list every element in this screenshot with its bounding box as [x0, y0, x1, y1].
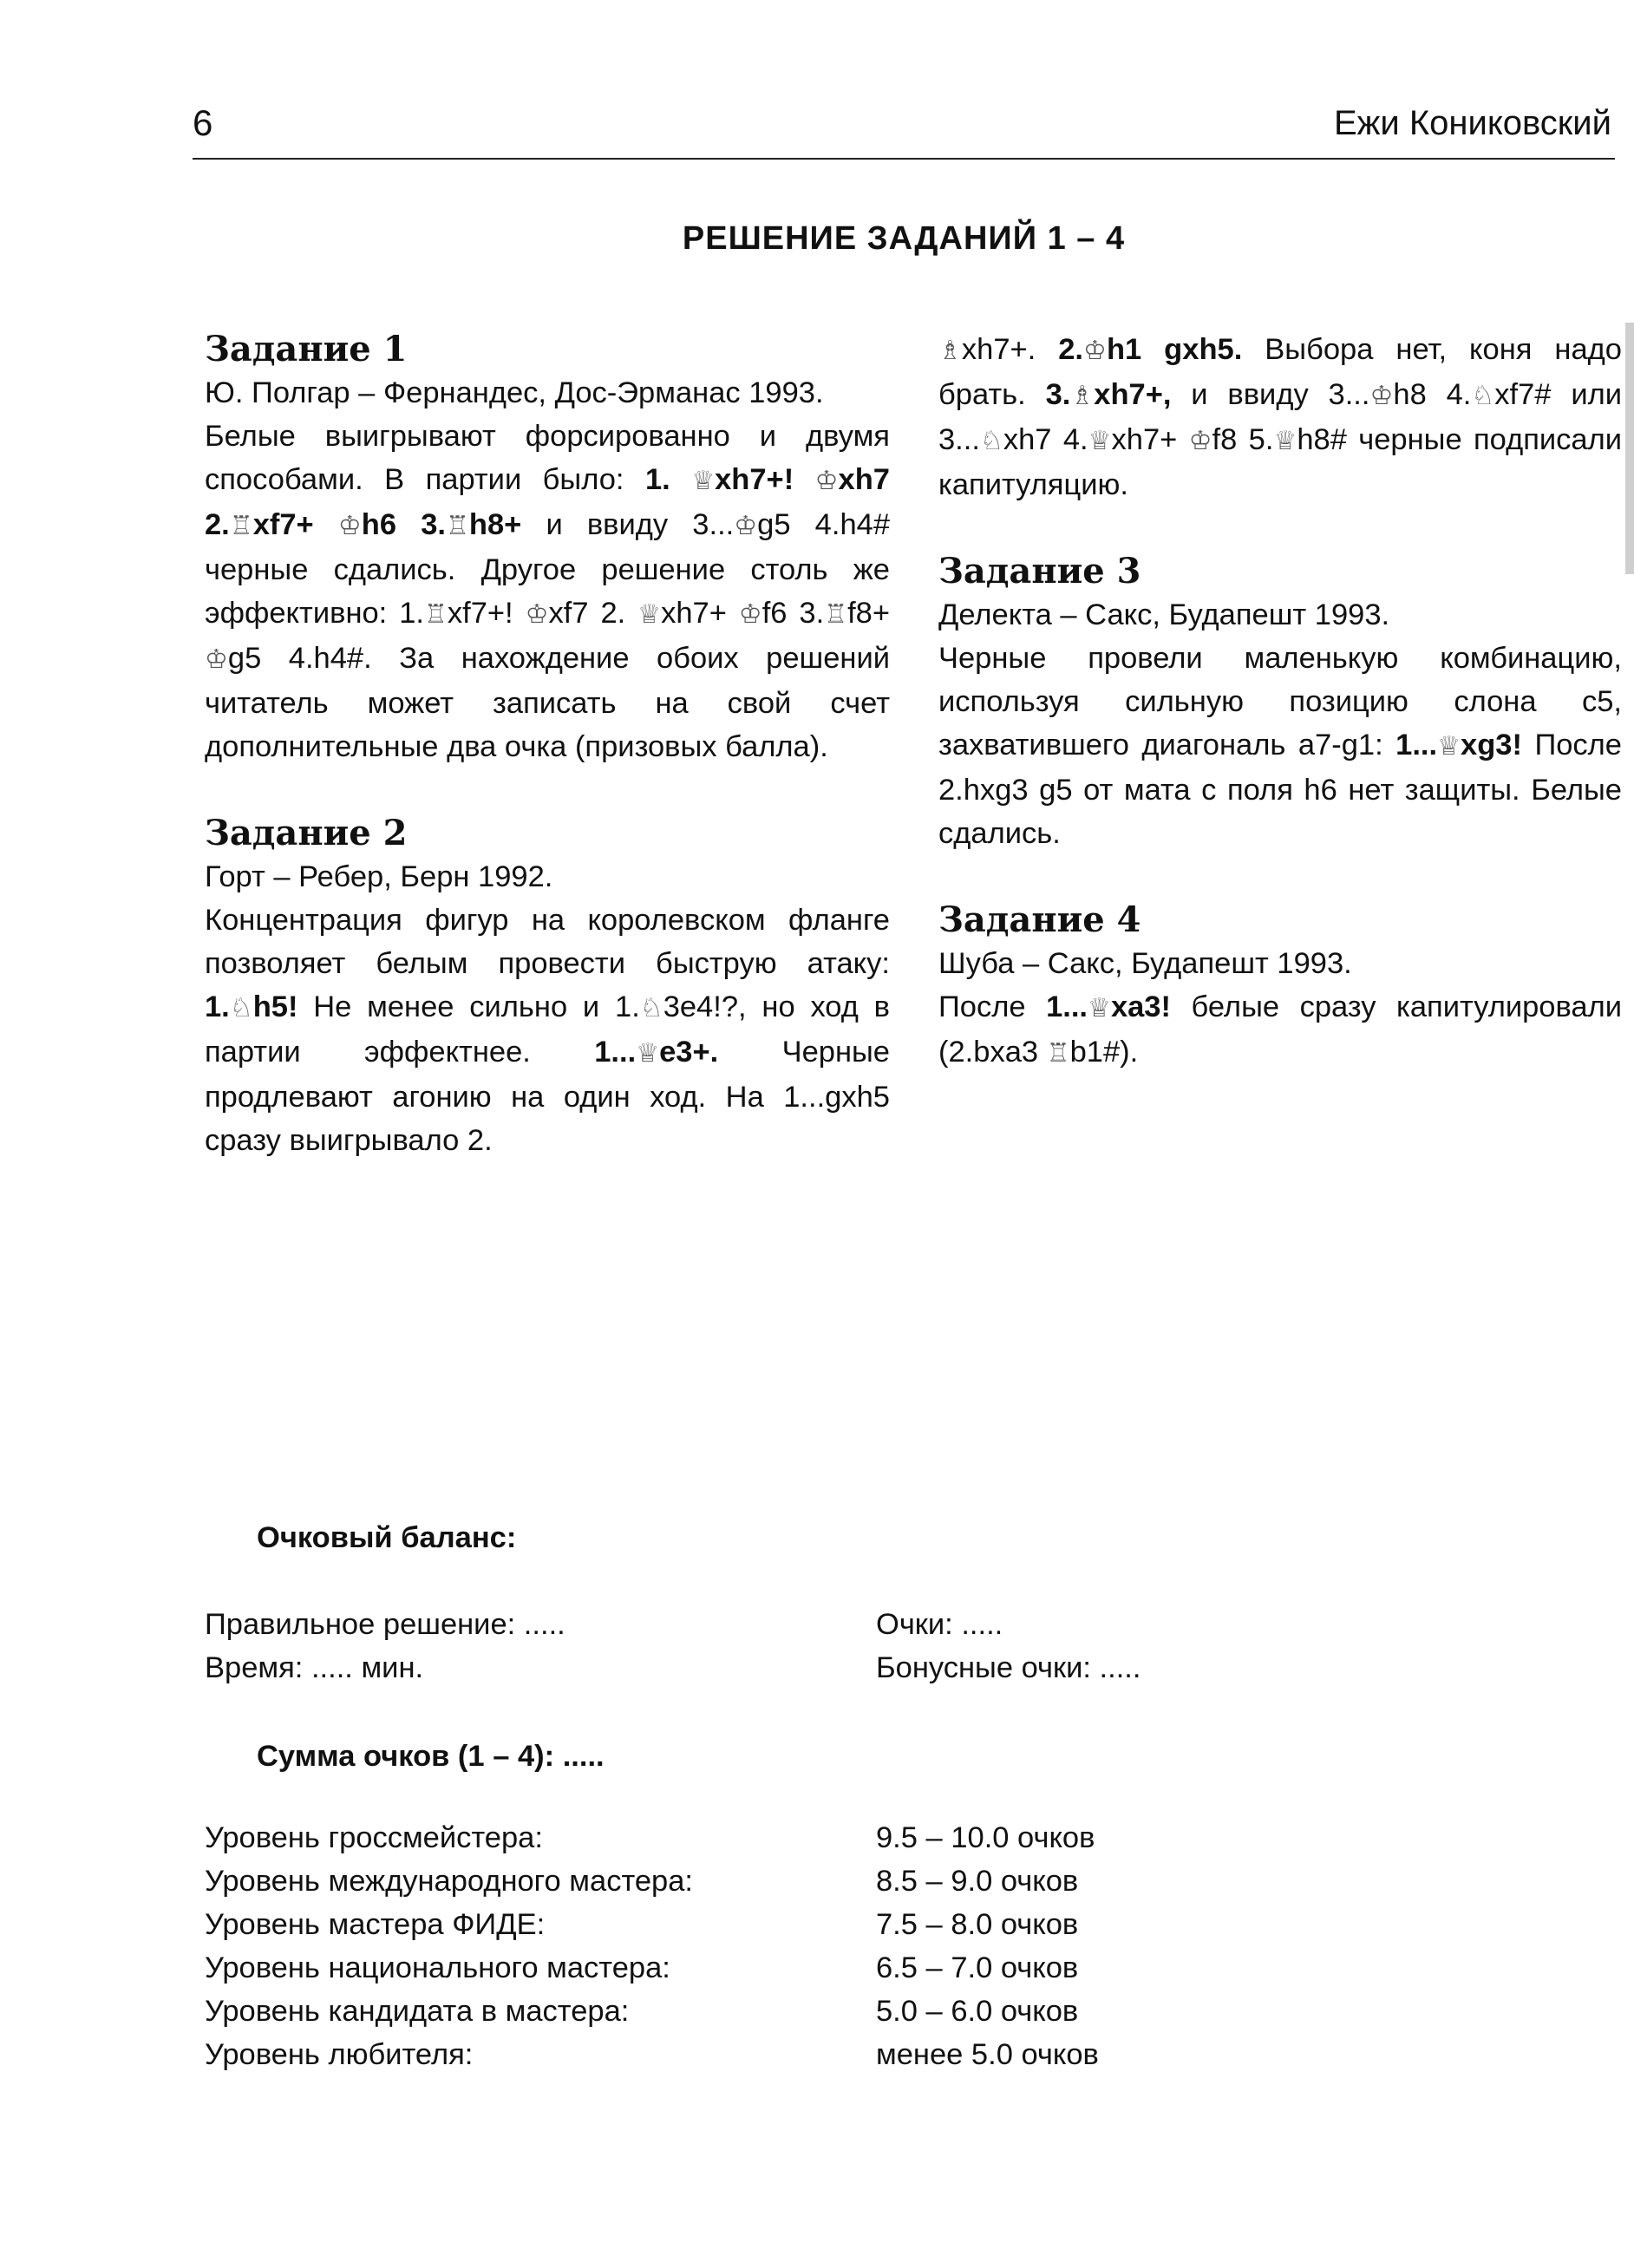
rook-icon: ♖	[445, 512, 469, 540]
queen-icon: ♕	[1088, 427, 1112, 455]
text: xh7+	[661, 597, 739, 630]
move: xa3!	[1110, 990, 1171, 1023]
text: xf7 2.	[548, 597, 638, 630]
level-label: Уровень международного мастера:	[205, 1865, 694, 1898]
spacer	[938, 507, 1622, 550]
left-column	[205, 328, 890, 1162]
text: f6 3.	[761, 597, 825, 630]
move-number: 3.	[421, 508, 446, 541]
knight-icon: ♘	[639, 994, 663, 1023]
move-number: 2.	[205, 508, 230, 541]
king-icon: ♔	[205, 645, 228, 674]
move-number: 1.	[644, 463, 692, 496]
task-2-heading: Задание 2	[205, 813, 408, 853]
points-label: Очки: .....	[876, 1608, 1003, 1641]
level-value: 9.5 – 10.0 очков	[876, 1821, 1095, 1854]
level-values	[876, 1816, 1099, 2076]
level-label: Уровень гроссмейстера:	[205, 1821, 543, 1854]
spacer	[205, 768, 890, 812]
move: xh7	[838, 463, 890, 496]
task-3-heading: Задание 3	[938, 551, 1141, 592]
text: После 2.hxg3 g5 от мата с поля h6 нет защиты. Белые сдались.	[938, 729, 1622, 850]
scan-edge-mark	[1625, 323, 1634, 574]
text: xf7# или 3...	[938, 378, 1622, 456]
queen-icon: ♕	[637, 600, 662, 629]
level-label: Уровень любителя:	[205, 2038, 474, 2071]
text: xh7 4.	[1003, 423, 1088, 456]
text: и ввиду 3...	[1171, 378, 1370, 411]
task-1-heading: Задание 1	[205, 329, 408, 369]
text: b1#).	[1069, 1036, 1139, 1069]
section-title: РЕШЕНИЕ ЗАДАНИЙ 1 – 4	[682, 220, 1126, 257]
text: xf7+!	[447, 597, 526, 630]
queen-icon: ♕	[636, 1039, 660, 1068]
move: h1 gxh5.	[1106, 333, 1243, 366]
level-value: 5.0 – 6.0 очков	[876, 1995, 1079, 2028]
time-label: Время: ..... мин.	[205, 1651, 424, 1684]
move: xg3!	[1461, 729, 1522, 761]
right-column	[938, 328, 1622, 1075]
task-4-source: Шуба – Сакс, Будапешт 1993.	[938, 947, 1352, 980]
king-icon: ♔	[734, 512, 758, 540]
bishop-icon: ♗	[1070, 382, 1095, 410]
knight-icon: ♘	[229, 994, 253, 1023]
knight-icon: ♘	[979, 427, 1003, 455]
text: Белые выигрывают форсированно и двумя способами. В партии было:	[205, 420, 890, 496]
text: После	[938, 990, 1047, 1023]
task-2-continuation	[938, 328, 1622, 507]
queen-icon: ♕	[1437, 732, 1461, 761]
text	[794, 463, 814, 496]
king-icon: ♔	[738, 600, 762, 629]
king-icon: ♔	[1369, 382, 1394, 410]
move: xh7+!	[715, 463, 794, 496]
text: xh7+	[1111, 423, 1189, 456]
move: h8+	[468, 508, 522, 541]
text: 3e4!?, но ход в партии эффектнее.	[205, 990, 890, 1069]
knight-icon: ♘	[1471, 382, 1495, 410]
level-value: менее 5.0 очков	[876, 2038, 1099, 2071]
queen-icon: ♕	[1273, 427, 1297, 455]
bishop-icon: ♗	[938, 337, 962, 365]
move-number: 3.	[1045, 378, 1071, 411]
queen-icon: ♕	[1088, 994, 1111, 1023]
move: h6	[361, 508, 397, 541]
correct-solution-label: Правильное решение: .....	[205, 1608, 565, 1641]
text: Выбора нет, коня надо брать.	[938, 333, 1622, 411]
rook-icon: ♖	[824, 600, 848, 629]
text: xh7+.	[961, 333, 1059, 366]
level-value: 6.5 – 7.0 очков	[876, 1951, 1079, 1984]
level-label: Уровень национального мастера:	[205, 1951, 670, 1984]
header-rule	[193, 158, 1615, 160]
move: h5!	[252, 990, 298, 1023]
king-icon: ♔	[337, 512, 362, 540]
text: и ввиду 3...	[521, 508, 735, 541]
task-1-source: Ю. Полгар – Фернандес, Дос-Эрманас 1993.	[205, 376, 824, 409]
text	[396, 508, 421, 541]
king-icon: ♔	[1188, 427, 1212, 455]
task-2-solution	[205, 899, 890, 1162]
level-label: Уровень кандидата в мастера:	[205, 1995, 630, 2028]
move-number: 2.	[1058, 333, 1084, 366]
move-number: 1...	[1395, 729, 1438, 761]
king-icon: ♔	[814, 467, 839, 495]
score-sum-title: Сумма очков (1 – 4): .....	[257, 1740, 605, 1773]
rook-icon: ♖	[423, 600, 448, 629]
text	[314, 508, 338, 541]
level-label: Уровень мастера ФИДЕ:	[205, 1908, 546, 1941]
text: h8# черные подписали капитуляцию.	[938, 423, 1623, 501]
text: Не менее сильно и 1.	[297, 990, 640, 1023]
task-4-solution	[938, 985, 1622, 1075]
text: g5 4.h4#. За нахождение обоих решений читатель может записать на свой счет дополнительные два очка (призовых балла).	[205, 642, 890, 763]
move-number: 1.	[205, 990, 230, 1023]
task-2-source: Горт – Ребер, Берн 1992.	[205, 860, 553, 893]
text: Черные продлевают агонию на один ход. На 1...gxh5 сразу выигрывало 2.	[205, 1036, 890, 1157]
level-labels	[205, 1816, 693, 2076]
text: h8 4.	[1393, 378, 1472, 411]
level-value: 7.5 – 8.0 очков	[876, 1908, 1079, 1941]
task-3-solution	[938, 637, 1622, 855]
king-icon: ♔	[1083, 337, 1107, 365]
move-number: 1...	[1046, 990, 1088, 1023]
text: f8+	[847, 597, 891, 630]
spacer	[938, 855, 1622, 899]
text: Концентрация фигур на королевском фланге позволяет белым провести быструю атаку:	[205, 904, 890, 980]
text: f8 5.	[1212, 423, 1274, 456]
move: xf7+	[252, 508, 314, 541]
task-3-source: Делекта – Сакс, Будапешт 1993.	[938, 598, 1390, 631]
page-number: 6	[193, 102, 213, 143]
move-number: 1...	[594, 1036, 637, 1069]
rook-icon: ♖	[1046, 1039, 1070, 1068]
rook-icon: ♖	[229, 512, 253, 540]
move: xh7+,	[1094, 378, 1172, 411]
text: g5 4.h4# черные сдались. Другое решение столь же эффективно: 1.	[205, 508, 891, 630]
running-head: Ежи Кониковский	[1333, 104, 1611, 142]
queen-icon: ♕	[691, 467, 716, 495]
bonus-points-label: Бонусные очки: .....	[876, 1651, 1141, 1684]
move: e3+.	[659, 1036, 719, 1069]
score-balance-title: Очковый баланс:	[257, 1521, 517, 1554]
king-icon: ♔	[525, 600, 549, 629]
level-value: 8.5 – 9.0 очков	[876, 1865, 1079, 1898]
text: белые сразу капитулировали (2.bxa3	[938, 990, 1622, 1069]
task-1-solution	[205, 415, 890, 768]
text: Черные провели маленькую комбинацию, используя сильную позицию слона c5, захватившего диагональ a7-g1:	[938, 642, 1622, 761]
task-4-heading: Задание 4	[938, 899, 1141, 940]
